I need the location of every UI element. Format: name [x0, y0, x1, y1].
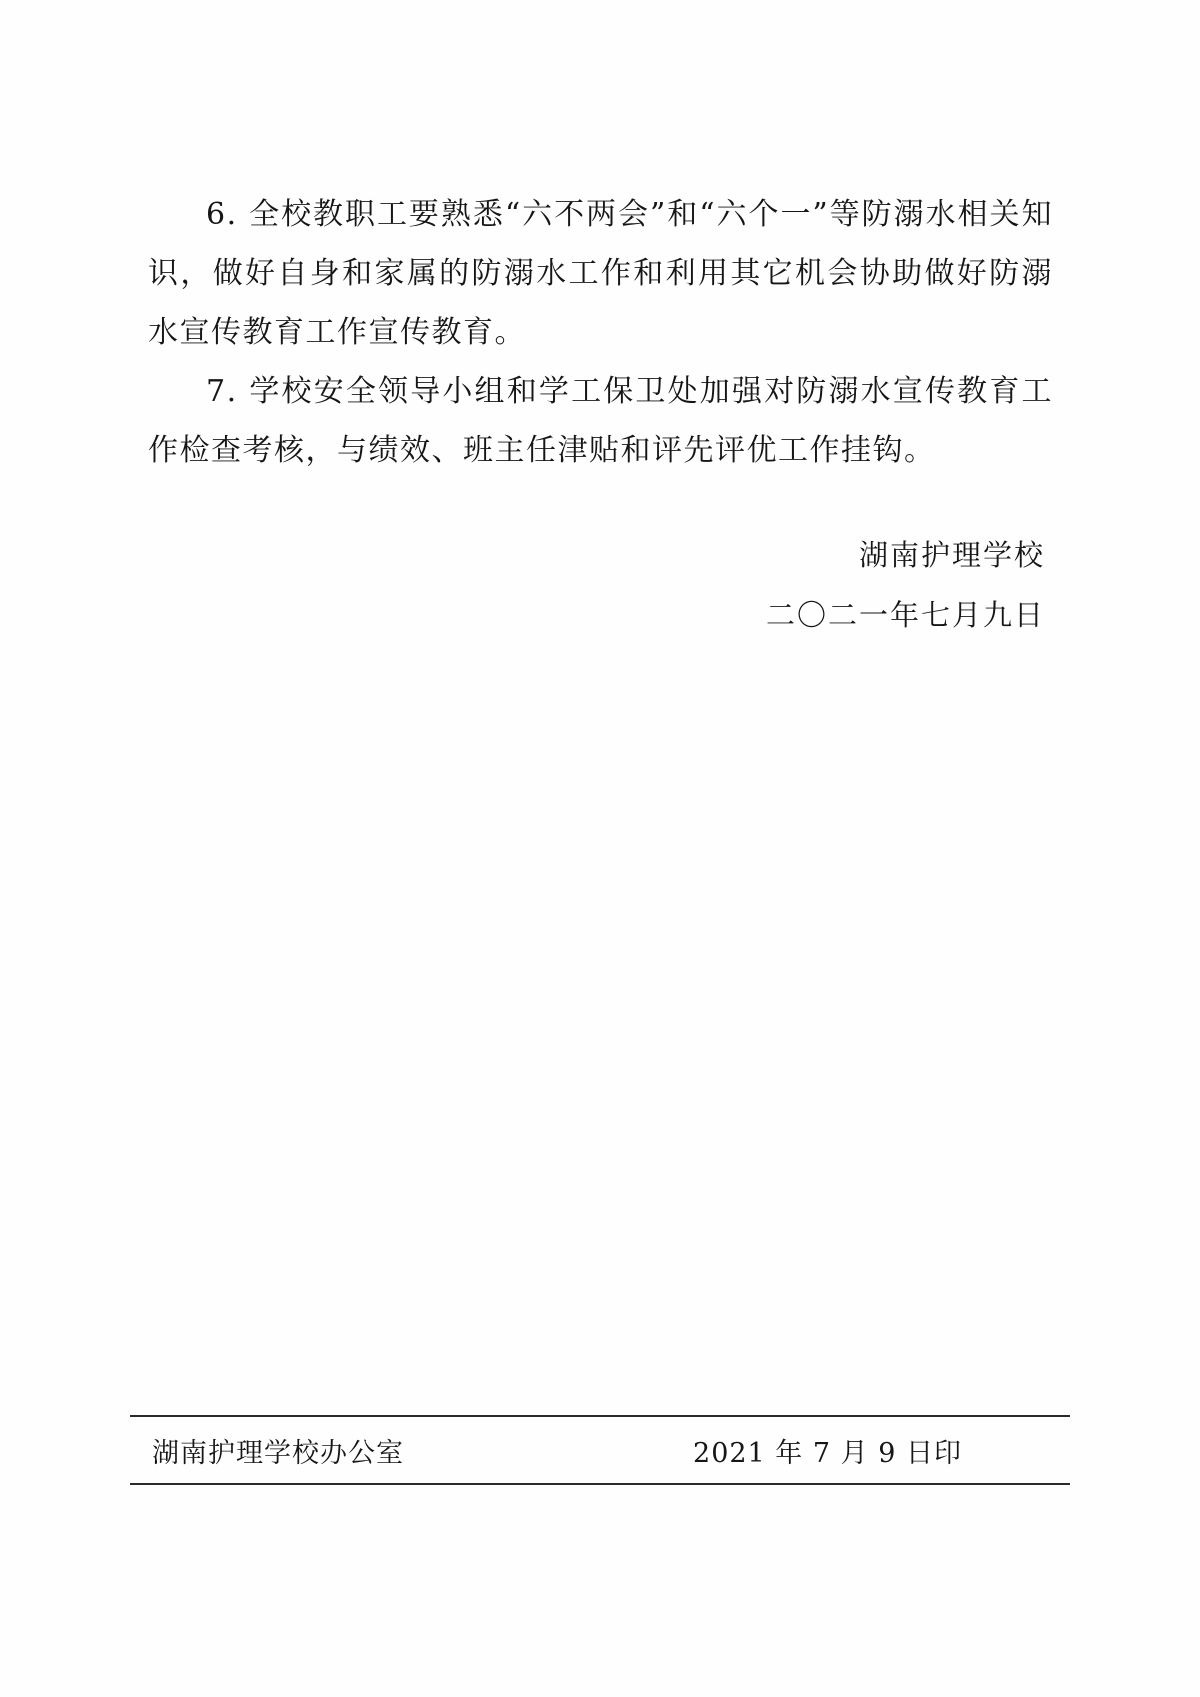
- paragraph-7: [148, 362, 1053, 480]
- paragraph-6-number: 6.: [206, 197, 238, 232]
- document-body: [148, 185, 1053, 480]
- paragraph-6: [148, 185, 1053, 362]
- signature-organization: 湖南护理学校: [858, 538, 1045, 572]
- signature-block: [148, 525, 1053, 645]
- paragraph-6-text: 全校教职工要熟悉“六不两会”和“六个一”等防溺水相关知识，做好自身和家属的防溺水工作和利用其它机会协助做好防溺水宣传教育工作宣传教育。: [148, 197, 1053, 350]
- paragraph-7-number: 7.: [206, 374, 238, 409]
- page-footer: [130, 1415, 1070, 1485]
- signature-date: 二〇二一年七月九日: [765, 598, 1045, 632]
- footer-office: 湖南护理学校办公室: [152, 1437, 404, 1469]
- paragraph-7-text: 学校安全领导小组和学工保卫处加强对防溺水宣传教育工作检查考核，与绩效、班主任津贴和评先评优工作挂钩。: [148, 374, 1053, 468]
- footer-print-date: 2021 年 7 月 9 日印: [693, 1437, 962, 1469]
